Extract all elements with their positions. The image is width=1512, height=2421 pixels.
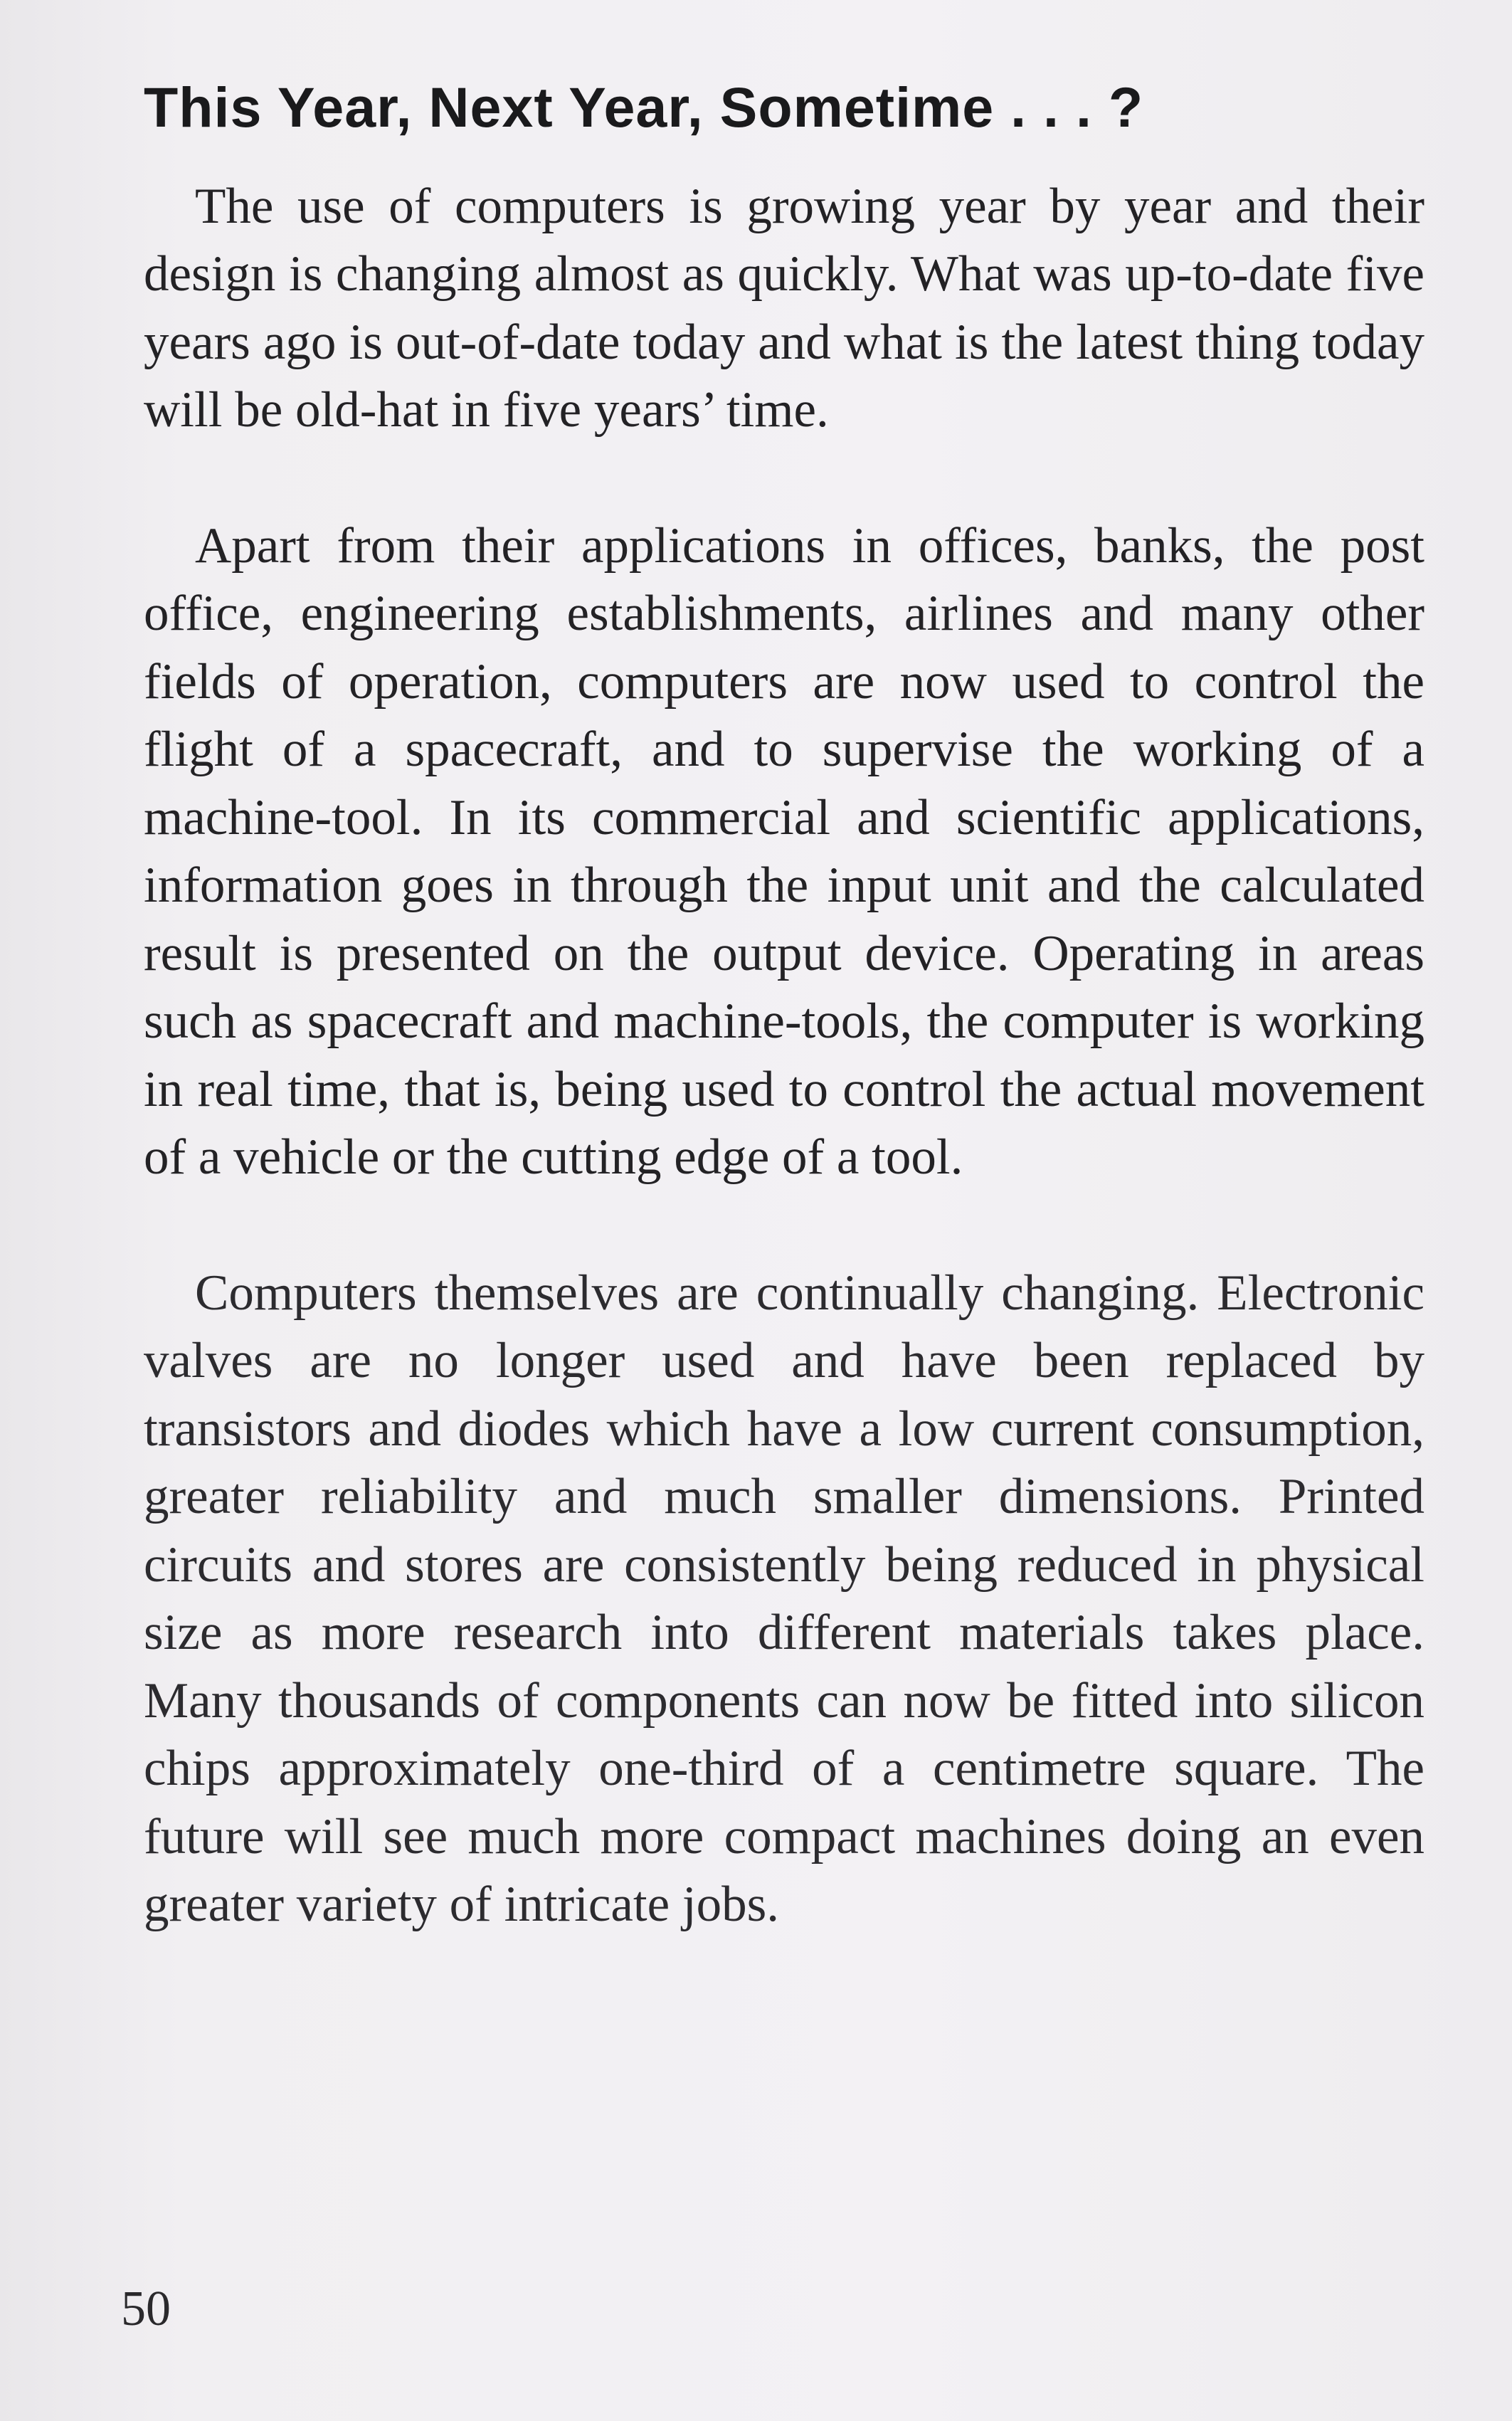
page-number: 50 xyxy=(121,2282,171,2336)
section-heading: This Year, Next Year, Sometime . . . ? xyxy=(144,75,1144,139)
paragraph-1: The use of computers is growing year by year and their design is changing almost as quickly. What was up-to-date five years ago is out-of-date today and what is the latest thing today will be old-hat in five years’ time. xyxy=(144,178,1424,438)
page-content xyxy=(144,74,1424,1939)
paragraph-3: Computers themselves are continually changing. Electronic valves are no longer used and have been replaced by transistors and diodes which have a low current consumption, greater reliability and much smaller dimensions. Printed circuits and stores are consistently being reduced in physical size as more research into different materials takes place. Many thousands of components can now be fitted into silicon chips approximately one-third of a centimetre square. The future will see much more compact machines doing an even greater variety of intricate jobs. xyxy=(144,1265,1424,1933)
paragraph-2: Apart from their applications in offices, banks, the post office, engineering establishments, airlines and many other fields of operation, computers are now used to control the flight of a spacecraft, and to supervise the working of a machine-tool. In its commercial and scientific applications, information goes in through the input unit and the calculated result is presented on the output device. Operating in areas such as spacecraft and machine-tools, the computer is working in real time, that is, being used to control the actual movement of a vehicle or the cutting edge of a tool. xyxy=(144,517,1424,1186)
